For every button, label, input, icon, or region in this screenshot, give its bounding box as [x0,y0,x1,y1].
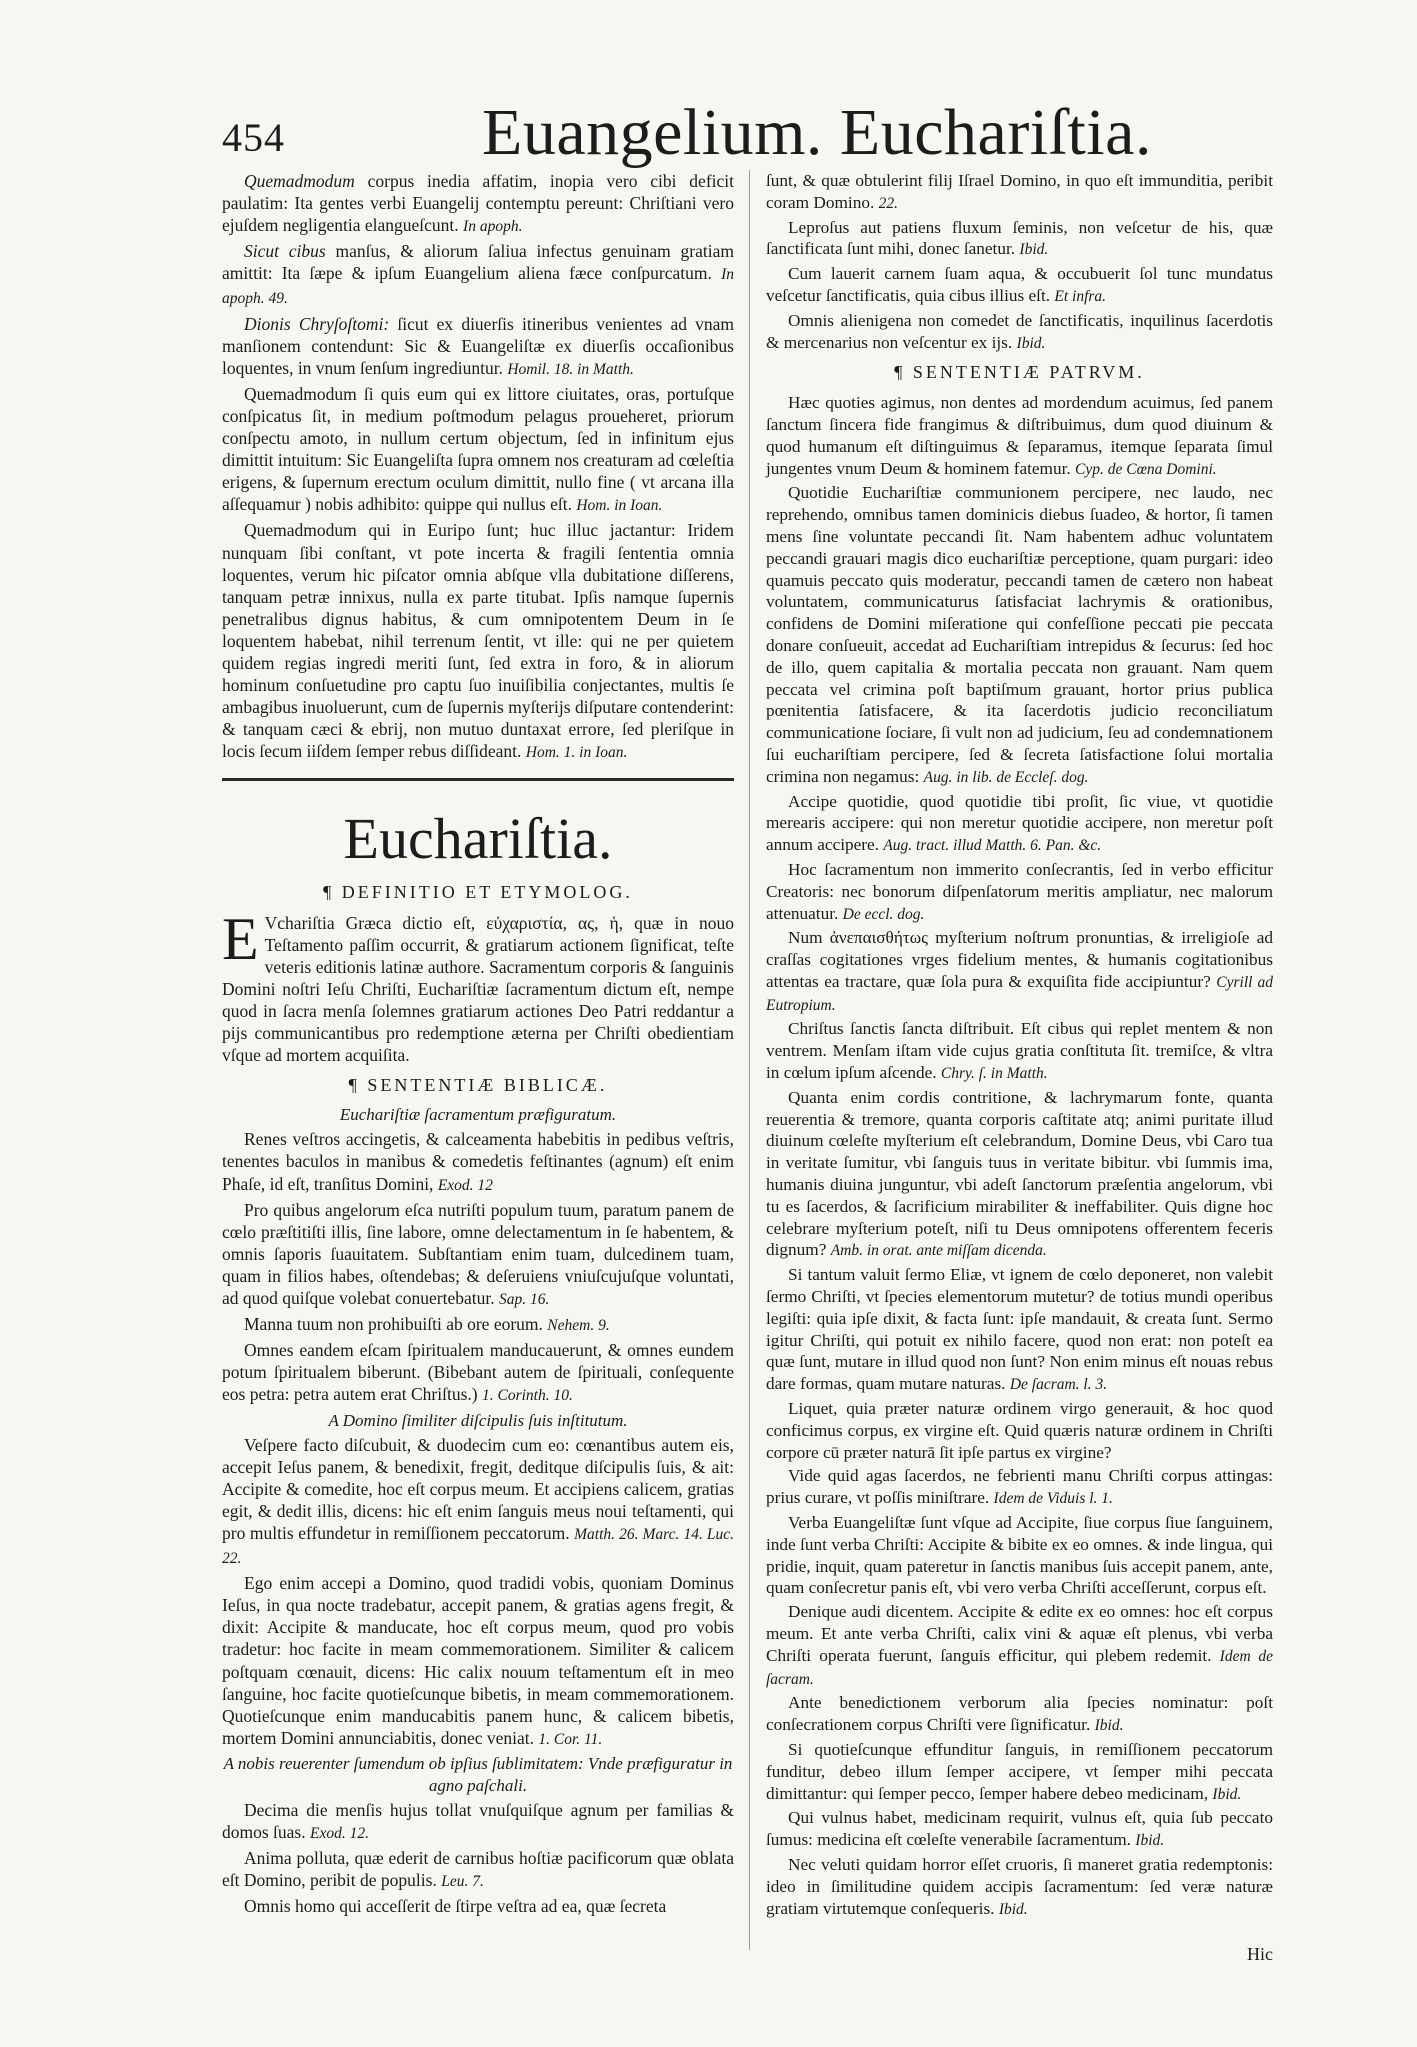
citation: Exod. 12 [437,1176,493,1194]
citation: Matth. 26. Marc. 14. Luc. 22. [222,1525,735,1568]
paragraph [766,1739,1273,1805]
paragraph-text: Ante benedictionem verborum alia ſpecies nominatur: poſt conſecrationem corpus Chriſti vere ſignificatur. [766,1693,1273,1735]
citation: Nehem. 9. [547,1317,610,1335]
paragraph [766,263,1273,308]
paragraph [222,1434,734,1571]
citation: Aug. tract. illud Matth. 6. Pan. &c. [883,837,1102,855]
reverence-paragraphs [222,1799,734,1917]
paragraph-text: manſus, & aliorum ſaliua infectus genuinam gratiam amittit: Ita ſæpe & ipſum Euangelium aliena fæce conſpurcatum. [222,241,734,284]
citation: Ibid. [1094,1717,1124,1735]
citation: 1. Cor. 11. [538,1730,603,1748]
paragraph-text: Omnes eandem eſcam ſpiritualem manducauerunt, & omnes eundem potum ſpiritualem biberunt. (Bibebant autem de ſpirituali, conſequente eos petra: petra autem erat Chriſtus.) [222,1340,734,1405]
citation: Idem de ſacram. [766,1647,1273,1688]
paragraph [222,1799,734,1845]
section-rule [222,778,734,781]
definitio-text: Vchariſtia Græca dictio eſt, εὐχαριστία, ας, ἡ, quæ in nouo Teſtamento paſſim occurrit, & gratiarum actionem ſignificat, teſte veteris editionis latinæ authore. Sacramentum corporis & ſanguinis Domini noſtri Ieſu Chriſti, Euchariſtiæ ſacramentum dictum eſt, nempe quod in ſacra menſa ſolemnes gratiarum actiones Deo Patri reddantur a pijs communicantibus pro redemptione æterna per Chriſti obedientiam vſque ad mortem acquiſita. [222,912,734,1066]
citation: Amb. in orat. ante miſſam dicenda. [830,1242,1047,1260]
paragraph [222,383,734,518]
paragraph [766,1854,1273,1920]
paragraph-text: Anima polluta, quæ ederit de carnibus hoſtiæ pacificorum quæ oblata eſt Domino, peribit de populis. [222,1848,734,1891]
paragraph [222,1895,734,1917]
paragraph [222,1847,734,1893]
paragraph [222,1572,734,1751]
citation: Leu. 7. [441,1873,484,1891]
dropcap-letter: E [222,905,259,972]
biblical-paragraphs [222,1128,734,1407]
citation: Cyp. de Cœna Domini. [1075,460,1217,478]
paragraph-text: Pro quibus angelorum eſca nutriſti populum tuum, paratum panem de cœlo præſtitiſti illis, ſine labore, omne delectamentum in ſe habentem, & omnis ſaporis ſuauitatem. Subſtantiam enim tuam, dulcedinem tuam, quam in filios habes, oſtendebas; & deſeruiens vniuſcujuſque voluntati, ad quod quiſque volebat conuertebatur. [222,1199,734,1309]
citation: 1. Corinth. 10. [481,1387,573,1405]
section-title: Euchariſtia. [343,806,613,872]
paragraph-lead: Sicut cibus [244,241,326,262]
patrum-paragraphs [766,392,1273,1920]
paragraph [766,1465,1273,1510]
paragraph-text: Verba Euangeliſtæ ſunt vſque ad Accipite, ſiue corpus ſiue ſanguinem, inde ſunt verba Chriſti: Accipite & bibite ex eo omnes. & inde lingua, qui pridie, inquit, quam pateretur in ſanctis manibus ſuis accepit panem, ante, quam conſecretur panis eſt, vbi vero verba Chriſti acceſſerunt, corpus eſt. [766,1513,1273,1598]
paragraph-text: Chriſtus ſanctis ſancta diſtribuit. Eſt cibus qui replet mentem & non ventrem. Menſam iſtam vide cujus gratia conſtituta ſit. tremiſce, & vltra in cœlum ipſum aſcende. [766,1019,1273,1083]
paragraph [766,1087,1273,1262]
paragraph [766,310,1273,355]
paragraph-lead: Quemadmodum [244,171,355,191]
paragraph [222,1313,734,1337]
paragraph [766,392,1273,480]
paragraph-text: ſunt, & quæ obtulerint filij Iſrael Domino, in quo eſt immunditia, peribit coram Domino. [766,171,1273,212]
citation: In apoph. [463,218,523,236]
patrum-heading: ¶ SENTENTIÆ PATRVM. [894,362,1145,383]
paragraph [766,1398,1273,1463]
citation: 22. [878,194,898,212]
paragraph [766,1512,1273,1599]
paragraph-text: Renes veſtros accingetis, & calceamenta habebitis in pedibus veſtris, tenentes baculos in manibus & comedetis feſtinantes (agnum) eſt enim Phaſe, id eſt, tranſitus Domini, [222,1129,734,1194]
paragraph [766,859,1273,925]
paragraph-text: ſicut ex diuerſis itineribus venientes ad vnam manſionem contendunt: Sic & Euangeliſtæ ex diuerſis occaſionibus loquentes, in vnum ſenſum ingrediuntur. [222,313,735,378]
citation: Ibid. [1016,334,1046,352]
citation: Chry. ſ. in Matth. [940,1065,1048,1083]
paragraph-text: Cum lauerit carnem ſuam aqua, & occubuerit ſol tunc mundatus veſcetur ſanctificatis, quia cibus illius eſt. [766,264,1273,305]
citation: Et infra. [1054,287,1107,305]
paragraph [766,170,1273,215]
column-divider [749,170,750,1950]
paragraph-lead: Dionis Chryſoſtomi: [244,313,390,334]
paragraph-text: Veſpere facto diſcubuit, & duodecim cum eo: cœnantibus autem eis, accepit Ieſus panem, & benedixit, fregit, deditque diſcipulis ſuis, & ait: Accipite & comedite, hoc eſt corpus meum. Et accipiens calicem, gratias egit, & dedit illis, dicens: hic eſt enim ſanguis meus noui teſtamenti, qui pro multis effundetur in remiſſionem peccatorum. [222,1434,734,1543]
citation: Sap. 16. [499,1291,550,1309]
paragraph-text: Quemadmodum qui in Euripo ſunt; huc illuc jactantur: Iridem nunquam ſibi conſtant, vt pote incerta & fragili ſententia omnia loquentes, verum hic piſcator omnia abſque vlla dubitatione diſſerens, tanquam petræ innixus, nulla ex parte titubat. Ipſis namque ſupernis penetralibus dignus habitus, & cum omnipotentem Deum in ſe loquentem habebat, nihil terrenum ſentit, vt ille: qui ne per quietem quidem regias ingredi meriti ſunt, ſed extra in foro, & in aliorum hominum conſuetudine pro captu ſuo inuiſibilia conjectantes, multis ſe ambagibus inuoluerunt, cum de ſupernis myſterijs diſputare contenderint: & tanquam cæci & ebrij, non mutuo duntaxat errore, ſed pleriſque in locis ſecum iiſdem ſemper rebus diſſideant. [222,520,734,762]
paragraph [222,1128,734,1196]
paragraph [766,1807,1273,1852]
paragraph-text: Omnis homo qui acceſſerit de ſtirpe veſtra ad ea, quæ ſecreta [244,1896,667,1917]
definitio-heading: ¶ DEFINITIO ET ETYMOLOG. [323,882,633,903]
citation: Exod. 12. [310,1825,369,1843]
paragraph [766,482,1273,788]
citation: De eccl. dog. [842,905,925,923]
paragraph [222,1199,734,1311]
paragraph-text: Quotidie Euchariſtiæ communionem percipere, nec laudo, nec reprehendo, omnibus tamen dominicis diebus ſuadeo, & hortor, ſi tamen mens ſine voluntate peccandi ſit. Nam habentem adhuc voluntatem peccandi grauari magis dico euchariſtiæ perceptione, quam purgari: ideo quamuis peccato quis moderatur, peccandi tamen de cætero non habeat voluntatem, communicaturus ſatisfaciat lachrymis & orationibus, confidens de Domini miſeratione qui confeſſione peccati pie peccata donare conſueuit, accedat ad Euchariſtiam intrepidus & ſecurus: ſed hoc de illo, quem capitalia & mortalia peccata non grauant. Nam quem peccata vel crimina poſt baptiſmum grauant, hortor prius publica pœnitentia ſatisfacere, & ita ſacerdotis judicio reconciliatum communicatione ſociare, ſi vult non ad judicium, ſeu ad condemnationem ſui euchariſtiam percipere, ſed & ſecreta ſatisfactione ſolui mortalia crimina non negamus: [766,483,1273,786]
institution-heading: A Domino ſimiliter diſcipulis ſuis inſtitutum. [328,1410,628,1430]
paragraph-text: Si quotieſcunque effunditur ſanguis, in remiſſionem peccatorum funditur, debeo illum ſemper accipere, vt ſemper mihi peccata dimittantur: qui ſemper pecco, ſemper habere debeo medicinam, [766,1739,1273,1803]
citation: Cyrill ad Eutropium. [766,973,1274,1014]
paragraph-text: Nec veluti quidam horror eſſet cruoris, ſi maneret gratia redemptonis: ideo in ſimilitudine quidem accipis ſacramentum: ſed veræ naturæ gratiam virtutemque conſequeris. [766,1854,1273,1918]
paragraph-text: Denique audi dicentem. Accipite & edite ex eo omnes: hoc eſt corpus meum. Et ante verba Chriſti, calix vini & aquæ eſt plenus, vbi verba Chriſti operata fuerunt, ſanguis efficitur, qui plebem redemit. [766,1602,1273,1665]
paragraph-text: Hoc ſacramentum non immerito conſecrantis, ſed in verbo efficitur Creatoris: nec bonorum diſpenſatorum meritis ampliatur, nec malorum attenuatur. [766,859,1273,923]
citation: Aug. in lib. de Eccleſ. dog. [923,768,1089,786]
right-column [766,170,1273,1922]
citation: De ſacram. l. 3. [1009,1376,1108,1394]
citation: Idem de Viduis l. 1. [993,1490,1113,1508]
paragraph [222,240,734,310]
paragraph-text: Num ἀνεπαισθήτως myſterium noſtrum pronuntias, & irreligioſe ad craſſas cogitationes vrges fidelium mentes, & humanis cogitationibus attentas ea tractare, quæ ſola pura & exquiſita fide accipiuntur? [766,928,1273,991]
left-top-paragraphs [222,170,734,764]
prefig-heading: Euchariſtiæ ſacramentum præfiguratum. [339,1105,617,1125]
page-header [222,96,1152,178]
paragraph-text: Quemadmodum ſi quis eum qui ex littore ciuitates, oras, portuſque conſpicatus ſit, in medium poſtmodum pelagus proueheret, priorum conſpectu amoto, in nullum certum objectum, ſed in infinitum ejus dimittit intuitum: Sic Euangeliſta ſupra omnem nos creaturam ad cœleſtia erigens, & ſupernum erectum oculum dimittit, nullo fine ( vt arcana illa aſſequamur ) nobis adhibito: quippe qui nullus eſt. [222,383,734,515]
paragraph [766,1601,1273,1690]
citation: Ibid. [1135,1832,1165,1850]
right-top-paragraphs [766,170,1273,354]
paragraph [766,791,1273,857]
paragraph-text: Liquet, quia præter naturæ ordinem virgo generauit, & hoc quod conficimus corpus, ex virgine eſt. Quid quæris naturæ ordinem in Chriſti corpore cū præter naturā ſit ipſe partus ex virgine? [766,1399,1273,1462]
paragraph [766,1692,1273,1737]
paragraph [766,1018,1273,1084]
citation: Hom. in Ioan. [576,497,663,515]
citation: Ibid. [998,1900,1028,1918]
paragraph-text: Vide quid agas ſacerdos, ne febrienti manu Chriſti corpus attingas: prius curare, vt poſſis miniſtrare. [766,1466,1273,1508]
citation: Ibid. [1212,1785,1242,1803]
catchword: Hic [1247,1944,1273,1964]
paragraph [766,1264,1273,1396]
left-column [222,170,734,1920]
paragraph-text: Quanta enim cordis contritione, & lachrymarum fonte, quanta reuerentia & tremore, quanta corporis caſtitate atq; animi puritate illud diuinum cœleſte myſterium eſt celebrandum, Domine Deus, vbi Caro tua in veritate ſumitur, vbi ſanguis tuus in veritate bibitur. vbi ſummis ima, humanis diuina junguntur, vbi adeſt ſanctorum præſentia angelorum, vbi tu es ſacerdos, & ſacrificium mirabiliter & ineffabiliter. Quis digne hoc celebrare myſterium poteſt, niſi tu Deus omnipotens offerentem feceris dignum? [766,1087,1273,1260]
paragraph [222,1339,734,1407]
reverence-heading: A nobis reuerenter ſumendum ob ipſius ſublimitatem: Vnde præfiguratur in agno paſchali. [223,1753,733,1795]
paragraph [222,170,734,238]
page-number: 454 [222,115,285,160]
paragraph-text: Accipe quotidie, quod quotidie tibi proſit, ſic viue, vt quotidie merearis accipere: qui non meretur quotidie accipere, non meretur poſt annum accipere. [766,791,1273,855]
paragraph-text: Qui vulnus habet, medicinam requirit, vulnus eſt, quia ſub peccato ſumus: medicina eſt cœleſte venerabile ſacramentum. [766,1808,1273,1850]
paragraph [222,519,734,764]
biblicae-heading: ¶ SENTENTIÆ BIBLICÆ. [348,1075,608,1096]
paragraph-text: Ego enim accepi a Domino, quod tradidi vobis, quoniam Dominus Ieſus, in qua nocte tradebatur, accepit panem, & gratias agens fregit, & dixit: Accipite & manducate, hoc eſt corpus meum, quod pro vobis tradetur: hoc facite in meam commemorationem. Similiter & calicem poſtquam cœnauit, dicens: Hic calix nouum teſtamentum eſt in meo ſanguine, hoc facite quotieſcunque bibetis, in meam commemorationem. Quotieſcunque enim manducabitis panem hunc, & calicem bibetis, mortem Domini annunciabitis, donec veniat. [222,1573,734,1748]
paragraph-text: Hæc quoties agimus, non dentes ad mordendum acuimus, ſed panem ſanctum ſincera fide frangimus & diſtribuimus, dum quod diuinum & quod humanum eſt diſtinguimus & ſeparamus, itemque ſeparata ſimul jungentes vnum Deum & hominem fatemur. [766,393,1273,478]
citation: Hom. 1. in Ioan. [525,744,628,762]
paragraph-text: Decima die menſis hujus tollat vnuſquiſque agnum per familias & domos ſuas. [222,1800,734,1843]
definitio-paragraph [222,905,734,1067]
paragraph-text: Manna tuum non prohibuiſti ab ore eorum. [244,1314,543,1335]
paragraph [222,313,734,381]
paragraph [766,927,1273,1016]
citation: Homil. 18. in Matth. [507,360,634,378]
paragraph [766,217,1273,262]
citation: Ibid. [1019,241,1049,259]
paragraph-text: Omnis alienigena non comedet de ſanctificatis, inquilinus ſacerdotis & mercenarius non veſcentur ex ijs. [766,310,1273,352]
institution-paragraphs [222,1434,734,1751]
paragraph-text: Si tantum valuit ſermo Eliæ, vt ignem de cœlo deponeret, non valebit ſermo Chriſti, vt ſpecies elementorum mutetur? de totius mundi operibus legiſti: quia ipſe dixit, & facta ſunt: ipſe mandauit, & creata ſunt. Sermo igitur Chriſti, qui potuit ex nihilo facere, quod non erat: non poteſt ea quæ ſunt, mutare in illud quod non ſunt? Non enim minus eſt nouas rebus dare formas, quam mutare naturas. [766,1265,1273,1394]
paragraph-text: corpus inedia affatim, inopia vero cibi deficit paulatim: Ita gentes verbi Euangelij contemptu pereunt: Chriſtiani vero ejuſdem negligentia elangueſcunt. [222,171,734,236]
paragraph-text: Leproſus aut patiens fluxum ſeminis, non veſcetur de his, quæ ſanctificata ſunt mihi, donec ſanetur. [766,217,1273,259]
citation: In apoph. 49. [222,266,734,308]
running-head: Euangelium. Euchariſtia. [482,96,1152,169]
